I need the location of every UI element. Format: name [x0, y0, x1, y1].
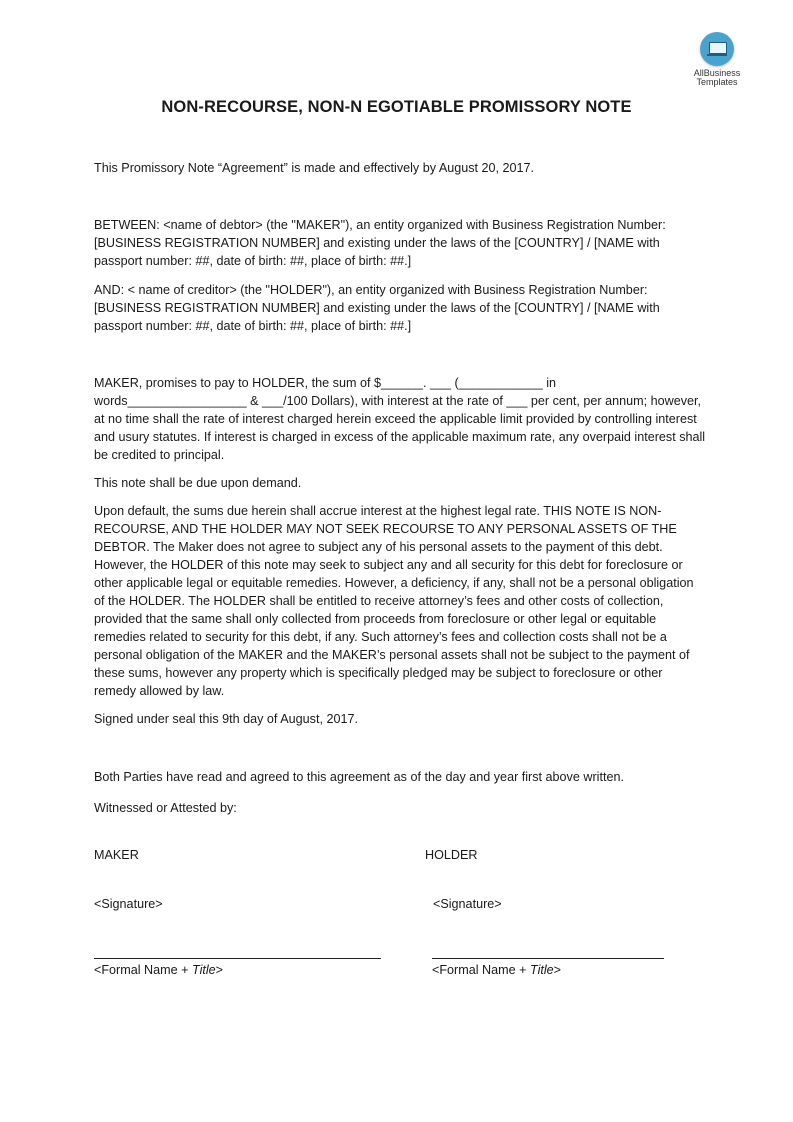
maker-signature: <Signature>	[94, 897, 163, 911]
signed-paragraph: Signed under seal this 9th day of August, 2017.	[94, 712, 358, 726]
holder-formal-name-suffix: >	[553, 963, 562, 977]
maker-formal-name-prefix: <Formal Name +	[94, 963, 192, 977]
holder-label: HOLDER	[425, 848, 478, 862]
laptop-icon	[700, 32, 734, 66]
promise-paragraph: MAKER, promises to pay to HOLDER, the sum of $______. ___ (____________ in words_________________ & ___/100 Dollars), with interest at the rate of ___ per cent, per annum; however, at no time shall the rate of interest charged herein exceed the applicable limit provided by controlling interest and usury statutes. If interest is charged in excess of the applicable maximum rate, any overpaid interest shall be credited to principal.	[94, 376, 706, 462]
logo-text-line2: Templates	[696, 77, 738, 87]
intro-paragraph: This Promissory Note “Agreement” is made and effectively by August 20, 2017.	[94, 161, 535, 175]
maker-formal-name-suffix: >	[215, 963, 224, 977]
default-paragraph: Upon default, the sums due herein shall accrue interest at the highest legal rate. THIS NOTE IS NON-RECOURSE, AND THE HOLDER MAY NOT SEEK RECOURSE TO ANY PERSONAL ASSETS OF THE DEBTOR. The Maker does not agree to subject any of his personal assets to the payment of this debt. However, the HOLDER of this note may seek to subject any and all security for this debt for foreclosure or other applicable legal or equitable remedies. However, a deficiency, if any, shall not be a personal obligation of the HOLDER. The HOLDER shall be entitled to receive attorney’s fees and other costs of collection, provided that the same shall only collected from proceeds from foreclosure or other legal or equitable remedies related to security for this debt, if any. Such attorney’s fees and collection costs shall not be a personal obligation of the MAKER and the MAKER’s personal assets shall not be subject to the payment of these sums, however any property which is specifically pledged may be subject to foreclosure or other remedy allowed by law.	[94, 504, 694, 698]
maker-signature-line	[94, 958, 381, 959]
holder-formal-name-title: Title	[529, 963, 554, 977]
document-title: NON-RECOURSE, NON-N EGOTIABLE PROMISSORY NOTE	[161, 98, 632, 116]
holder-signature-line	[432, 958, 664, 959]
between-paragraph: BETWEEN: <name of debtor> (the "MAKER"), an entity organized with Business Registration Number: [BUSINESS REGISTRATION NUMBER] and existing under the laws of the [COUNTRY] / [NAME with passport number: ##, date of birth: ##, place of birth: ##.]	[94, 218, 666, 268]
witnessed-paragraph: Witnessed or Attested by:	[94, 801, 237, 815]
and-paragraph: AND: < name of creditor> (the "HOLDER"), an entity organized with Business Registration Number: [BUSINESS REGISTRATION NUMBER] and existing under the laws of the [COUNTRY] / [NAME with passport number: ##, date of birth: ##, place of birth: ##.]	[94, 283, 660, 333]
logo-text	[690, 69, 744, 87]
maker-label: MAKER	[94, 848, 139, 862]
due-paragraph: This note shall be due upon demand.	[94, 476, 302, 490]
holder-formal-name-prefix: <Formal Name +	[432, 963, 530, 977]
both-parties-paragraph: Both Parties have read and agreed to this agreement as of the day and year first above written.	[94, 770, 624, 784]
holder-formal-name	[432, 961, 561, 979]
maker-formal-name	[94, 961, 223, 979]
brand-logo	[690, 32, 744, 87]
logo-text-line1: AllBusiness	[693, 68, 741, 78]
holder-signature: <Signature>	[433, 897, 502, 911]
maker-formal-name-title: Title	[191, 963, 216, 977]
